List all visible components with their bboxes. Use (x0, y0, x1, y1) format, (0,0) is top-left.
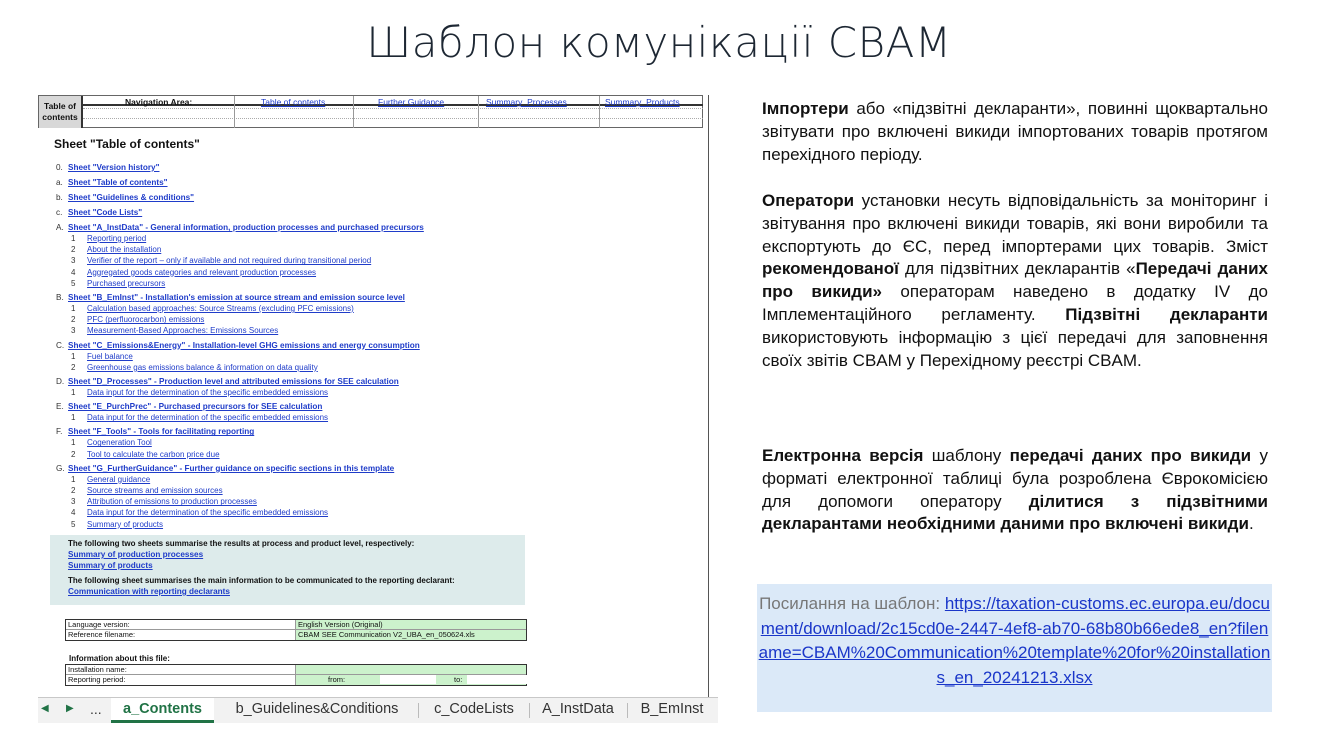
toc-subsection-link[interactable]: Attribution of emissions to production processes (87, 497, 257, 507)
sheet-heading: Sheet "Table of contents" (54, 137, 200, 151)
toc-section-marker: A. (56, 223, 64, 232)
toc-subsection (71, 315, 204, 324)
nav-link-processes[interactable]: Summary_Processes (486, 97, 567, 107)
toc-subsection (71, 520, 163, 529)
toc-section-link[interactable]: Sheet "Table of contents" (68, 178, 168, 187)
toc-subsection-number: 2 (71, 486, 76, 495)
toc-subsection (71, 450, 220, 459)
toc-section-link[interactable]: Sheet "F_Tools" - Tools for facilitating reporting (68, 427, 255, 437)
tab-a-instdata[interactable]: A_InstData (542, 701, 614, 717)
toc-subsection-link[interactable]: Calculation based approaches: Source Streams (excluding PFC emissions) (87, 304, 354, 313)
installation-name-label: Installation name: (68, 665, 127, 674)
summary-link-products[interactable]: Summary of products (68, 561, 153, 570)
summary-intro-2: The following sheet summarises the main information to be communicated to the reporting declarant: (68, 576, 455, 585)
spreadsheet-view (38, 95, 709, 700)
toc-section (56, 341, 420, 350)
language-table (65, 619, 527, 641)
language-value[interactable]: English Version (Original) (295, 620, 526, 629)
summary-intro-1: The following two sheets summarise the results at process and product level, respectively: (68, 539, 415, 548)
filename-value[interactable]: CBAM SEE Communication V2_UBA_en_050624.xls (295, 630, 526, 640)
toc-subsection-link[interactable]: Summary of products (87, 519, 164, 529)
toc-subsection-link[interactable]: Reporting period (87, 234, 147, 243)
toc-subsection-number: 3 (71, 256, 76, 266)
toc-section-link[interactable]: Sheet "E_PurchPrec" - Purchased precursors for SEE calculation (68, 402, 323, 412)
toc-subsection-link[interactable]: Data input for the determination of the specific embedded emissions (87, 508, 329, 518)
toc-subsection (71, 508, 328, 517)
toc-subsection-number: 1 (71, 351, 76, 361)
toc-subsection (71, 234, 146, 243)
toc-subsection-number: 4 (71, 267, 76, 277)
toc-subsection-link[interactable]: Greenhouse gas emissions balance & information on data quality (87, 362, 318, 372)
toc-subsection-link[interactable]: About the installation (87, 245, 162, 255)
toc-section (56, 193, 194, 202)
toc-section (56, 377, 399, 386)
scroll-left-icon[interactable]: ◀ (41, 703, 49, 714)
toc-subsection-number: 5 (71, 519, 76, 529)
toc-subsection (71, 256, 371, 265)
toc-subsection-number: 1 (71, 474, 76, 484)
toc-subsection-number: 5 (71, 278, 76, 288)
toc-subsection-number: 1 (71, 388, 76, 397)
toc-subsection-number: 2 (71, 315, 76, 325)
navigation-area (38, 95, 703, 128)
toc-section-link[interactable]: Sheet "G_FurtherGuidance" - Further guidance on specific sections in this template (68, 463, 395, 473)
toc-section-link[interactable]: Sheet "Guidelines & conditions" (68, 193, 195, 202)
tab-c-codelists[interactable]: c_CodeLists (434, 701, 514, 717)
toc-subsection-link[interactable]: Verifier of the report – only if available and not required during transitional period (87, 256, 372, 266)
toc-section (56, 208, 142, 217)
summary-link-communication[interactable]: Communication with reporting declarants (68, 587, 230, 596)
language-label: Language version: (68, 620, 130, 629)
toc-section (56, 464, 394, 473)
toc-subsection-number: 2 (71, 362, 76, 372)
importers-paragraph: Імпортери або «підзвітні декларанти», повинні щоквартально звітувати про включені викиди імпортованих товарів протягом перехідного періоду. (762, 99, 1268, 164)
toc-subsection (71, 245, 161, 254)
toc-subsection-number: 3 (71, 497, 76, 507)
toc-section (56, 163, 160, 172)
toc-subsection-link[interactable]: Purchased precursors (87, 278, 166, 288)
toc-subsection-link[interactable]: Fuel balance (87, 351, 133, 361)
toc-subsection-link[interactable]: General guidance (87, 474, 151, 484)
toc-section (56, 427, 254, 436)
toc-subsection (71, 352, 133, 361)
toc-section (56, 223, 424, 232)
tab-a-contents[interactable]: a_Contents (111, 698, 214, 723)
toc-subsection-link[interactable]: Data input for the determination of the specific embedded emissions (87, 413, 329, 423)
nav-label: Navigation Area: (125, 97, 193, 107)
toc-section-marker: G. (56, 463, 65, 473)
toc-subsection (71, 279, 165, 288)
toc-subsection (71, 497, 257, 506)
toc-section-marker: C. (56, 340, 65, 350)
electronic-version-paragraph: Електронна версія шаблону передачі даних про викиди у форматі електронної таблиці була розроблена Єврокомісією для допомоги оператору ділитися з підзвітними декларантами необхідними даними про включені викиди. (762, 446, 1268, 534)
template-link-label: Посилання на шаблон: (759, 594, 945, 613)
toc-subsection-link[interactable]: Cogeneration Tool (87, 438, 152, 448)
from-label: from: (328, 675, 346, 684)
filename-label: Reference filename: (68, 630, 136, 639)
toc-section-marker: c. (56, 208, 63, 217)
toc-subsection (71, 438, 152, 447)
nav-link-guidance[interactable]: Further Guidance (378, 97, 445, 107)
toc-subsection (71, 363, 318, 372)
toc-section-marker: b. (56, 193, 63, 202)
toc-subsection-number: 1 (71, 304, 76, 313)
toc-subsection-number: 3 (71, 326, 76, 336)
toc-section-marker: D. (56, 377, 65, 386)
toc-subsection (71, 486, 223, 495)
toc-section-marker: F. (56, 427, 63, 437)
toc-section-link[interactable]: Sheet "A_InstData" - General information, production processes and purchased precursors (68, 223, 424, 232)
toc-subsection-link[interactable]: Source streams and emission sources (87, 486, 223, 495)
toc-section-marker: 0. (56, 163, 63, 172)
toc-section-link[interactable]: Sheet "Version history" (68, 163, 160, 172)
sheet-tab-bar (38, 697, 718, 723)
toc-section-marker: a. (56, 178, 63, 187)
toc-subsection-number: 1 (71, 413, 76, 423)
template-link[interactable]: https://taxation-customs.ec.europa.eu/document/download/2c15cd0e-2447-4ef8-ab70-68b80b66ede8_en?filename=CBAM%20Communication%20template%20for%20installations_en_20241213.xlsx (758, 594, 1271, 687)
toc-subsection-number: 2 (71, 449, 76, 459)
toc-section-link[interactable]: Sheet "C_Emissions&Energy" - Installation-level GHG emissions and energy consumption (68, 340, 420, 350)
file-info-heading: Information about this file: (69, 654, 170, 663)
tab-b-guidelines[interactable]: b_Guidelines&Conditions (235, 701, 399, 717)
tab-b-eminst[interactable]: B_EmInst (640, 701, 704, 717)
toc-subsection-number: 1 (71, 438, 76, 448)
slide-title: Шаблон комунікації CBAM (366, 18, 952, 67)
toc-section (56, 293, 405, 302)
toc-section-link[interactable]: Sheet "D_Processes" - Production level and attributed emissions for SEE calculation (68, 377, 399, 386)
file-info-table (65, 664, 527, 686)
reporting-period-label: Reporting period: (68, 675, 126, 684)
nav-link-products[interactable]: Summary_Products (605, 97, 680, 107)
toc-subsection (71, 268, 316, 277)
summary-box (50, 535, 525, 605)
toc-subsection-link[interactable]: PFC (perfluorocarbon) emissions (87, 315, 205, 325)
toc-subsection (71, 304, 354, 313)
toc-subsection (71, 326, 278, 335)
scroll-right-icon[interactable]: ▶ (66, 703, 74, 714)
more-tabs-button[interactable]: ... (90, 701, 102, 717)
toc-subsection (71, 388, 328, 397)
toc-subsection-number: 4 (71, 508, 76, 518)
toc-section (56, 402, 322, 411)
toc-subsection-link[interactable]: Tool to calculate the carbon price due (87, 449, 220, 459)
toc-subsection (71, 475, 150, 484)
toc-subsection-number: 2 (71, 245, 76, 255)
toc-section-marker: B. (56, 293, 64, 302)
installation-name-cell[interactable] (295, 665, 526, 674)
toc-cell: Table of contents (39, 96, 83, 128)
template-link-box (757, 584, 1272, 712)
to-label: to: (454, 675, 463, 684)
summary-link-processes[interactable]: Summary of production processes (68, 550, 204, 559)
toc-subsection-link[interactable]: Aggregated goods categories and relevant production processes (87, 267, 317, 277)
toc-subsection-link[interactable]: Measurement-Based Approaches: Emissions Sources (87, 326, 279, 336)
toc-subsection-number: 1 (71, 234, 76, 243)
toc-subsection (71, 413, 328, 422)
nav-link-toc[interactable]: Table of contents (261, 97, 326, 107)
toc-subsection-link[interactable]: Data input for the determination of the specific embedded emissions (87, 388, 329, 397)
operators-paragraph: Оператори установки несуть відповідальність за моніторинг і звітування про включені викиди товарів, які вони виробили та експортують до ЄС, перед імпортерами цих товарів. Зміст рекомендованої для підзвітних декларантів «Передачі даних про викиди» операторам наведено в додатку IV до Імплементаційного регламенту. Підзвітні декларанти використовують інформацію з цієї передачі для заповнення своїх звітів CBAM у Перехідному реєстрі CBAM. (762, 191, 1268, 370)
toc-section-link[interactable]: Sheet "B_EmInst" - Installation's emission at source stream and emission source level (68, 293, 405, 302)
toc-section-marker: E. (56, 402, 64, 412)
toc-section-link[interactable]: Sheet "Code Lists" (68, 208, 143, 217)
toc-section (56, 178, 168, 187)
